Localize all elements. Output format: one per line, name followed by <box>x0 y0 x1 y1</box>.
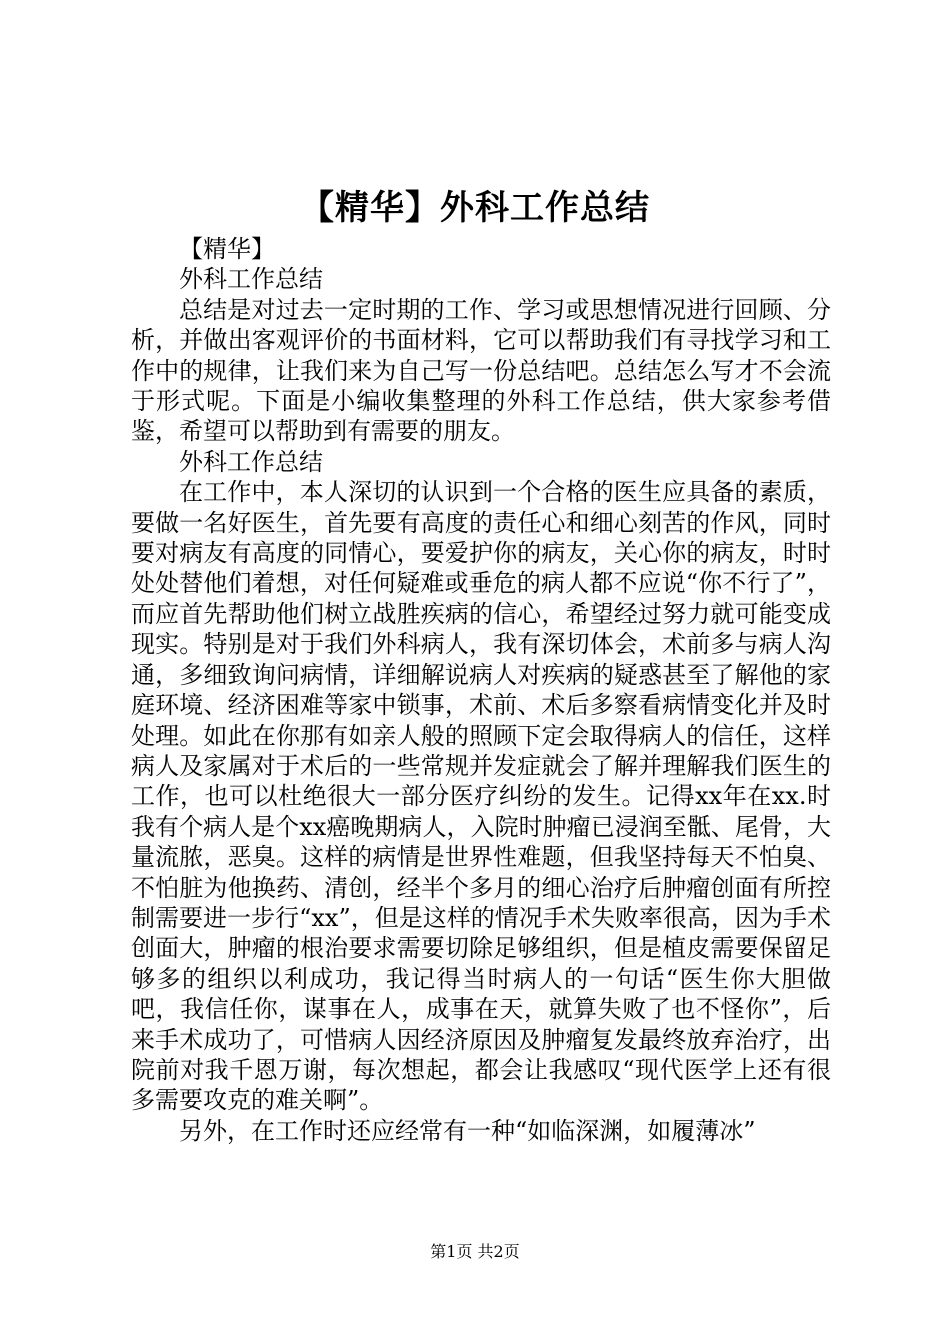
paragraph-section-heading: 外科工作总结 <box>179 447 323 476</box>
paragraph-tag: 【精华】 <box>179 235 275 263</box>
paragraph-subtitle: 外科工作总结 <box>179 265 323 294</box>
page-footer: 第1页 共2页 <box>430 1242 520 1261</box>
paragraph-continued: 另外，在工作时还应经常有一种“如临深渊，如履薄冰” <box>179 1116 756 1145</box>
paragraph-main: 在工作中，本人深切的认识到一个合格的医生应具备的素质，要做一名好医生，首先要有高度的责任心和细心刻苦的作风，同时要对病友有高度的同情心，要爱护你的病友，关心你的病友，时时处处替他们着想，对任何疑难或垂危的病人都不应说“你不行了”，而应首先帮助他们树立战胜疾病的信心，希望经过努力就可能变成现实。特别是对于我们外科病人，我有深切体会，术前多与病人沟通，多细致询问病情，详细解说病人对疾病的疑惑甚至了解他的家庭环境、经济困难等家中锁事，术前、术后多察看病情变化并及时处理。如此在你那有如亲人般的照顾下定会取得病人的信任，这样病人及家属对于术后的一些常规并发症就会了解并理解我们医生的工作，也可以杜绝很大一部分医疗纠纷的发生。记得xx年在xx.时我有个病人是个xx癌晚期病人，入院时肿瘤已浸润至骶、尾骨，大量流脓，恶臭。这样的病情是世界性难题，但我坚持每天不怕臭、不怕脏为他换药、清创，经半个多月的细心治疗后肿瘤创面有所控制需要进一步行“xx”，但是这样的情况手术失败率很高，因为手术创面大，肿瘤的根治要求需要切除足够组织，但是植皮需要保留足够多的组织以利成功，我记得当时病人的一句话“医生你大胆做吧，我信任你，谋事在人，成事在天，就算失败了也不怪你”，后来手术成功了，可惜病人因经济原因及肿瘤复发最终放弃治疗，出院前对我千恩万谢，每次想起，都会让我感叹“现代医学上还有很多需要攻克的难关啊”。 <box>131 478 831 1115</box>
paragraph-intro: 总结是对过去一定时期的工作、学习或思想情况进行回顾、分析，并做出客观评价的书面材料，它可以帮助我们有寻找学习和工作中的规律，让我们来为自己写一份总结吧。总结怎么写才不会流于形式呢。下面是小编收集整理的外科工作总结，供大家参考借鉴，希望可以帮助到有需要的朋友。 <box>131 295 831 446</box>
document-body <box>131 234 831 1146</box>
document-title: 【精华】外科工作总结 <box>300 188 650 228</box>
